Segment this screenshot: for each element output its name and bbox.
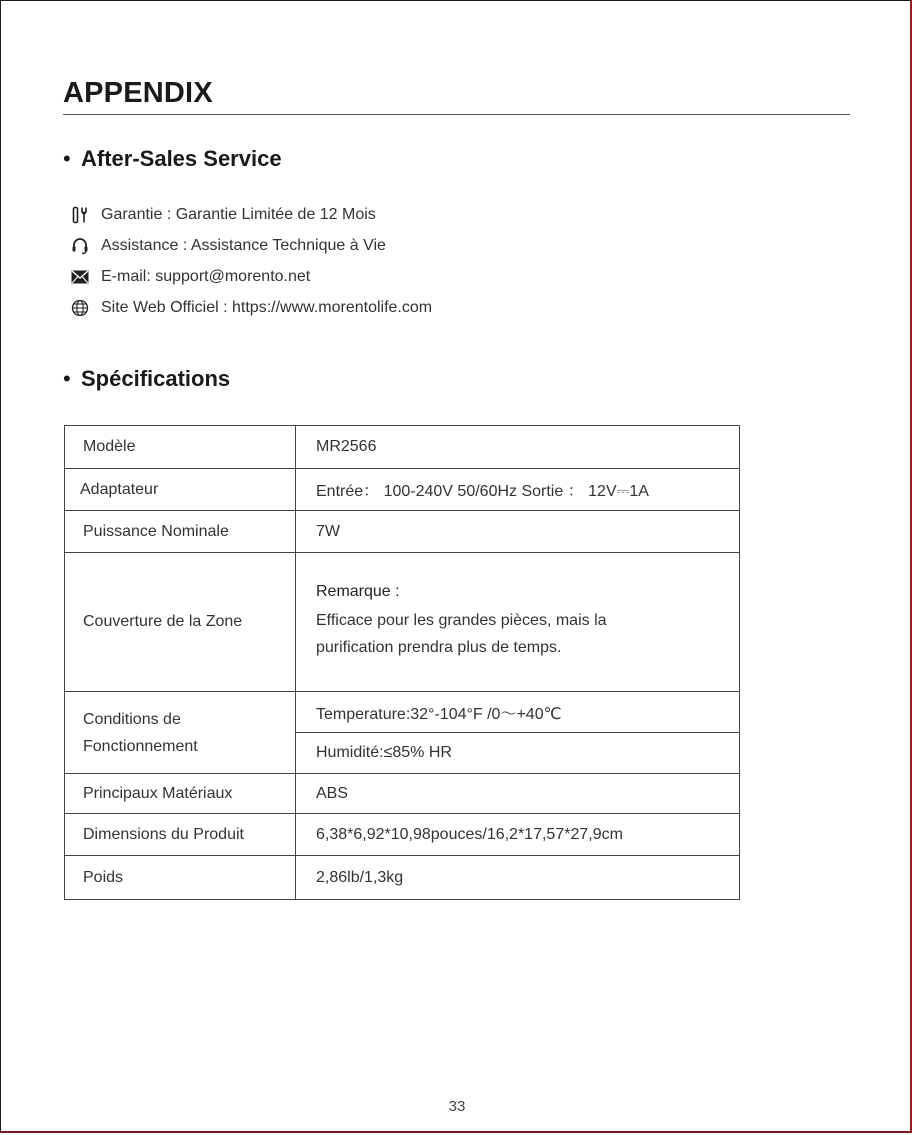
- service-item-website: [69, 292, 432, 323]
- envelope-icon: [69, 267, 91, 287]
- warranty-text: Garantie : Garantie Limitée de 12 Mois: [101, 205, 376, 223]
- specs-heading-text: Spécifications: [81, 366, 231, 391]
- bullet: •: [63, 146, 71, 171]
- materials-value: ABS: [296, 774, 740, 814]
- power-value: 7W: [296, 511, 740, 553]
- note-title: Remarque :: [316, 583, 400, 600]
- conditions-label-line-1: Conditions de: [83, 710, 181, 728]
- email-link[interactable]: E-mail: support@morento.net: [101, 267, 311, 285]
- service-item-email: [69, 261, 432, 292]
- coverage-value: [296, 553, 740, 692]
- website-link[interactable]: Site Web Officiel : https://www.morentolife.com: [101, 298, 433, 316]
- page-number: 33: [448, 1098, 466, 1115]
- spec-table: [64, 425, 740, 900]
- table-row: [65, 692, 740, 733]
- table-row: [65, 469, 740, 511]
- globe-icon: [69, 298, 91, 318]
- support-text: Assistance : Assistance Technique à Vie: [101, 236, 386, 254]
- table-row: [65, 553, 740, 692]
- weight-label: Poids: [65, 856, 296, 900]
- service-item-warranty: [69, 199, 432, 230]
- service-list: [69, 199, 432, 323]
- adapter-value: Entrée： 100-240V 50/60Hz Sortie ： 12V⎓1A: [296, 469, 740, 511]
- model-value: MR2566: [296, 426, 740, 469]
- note-line-1: Efficace pour les grandes pièces, mais la: [316, 612, 607, 629]
- temperature-value: Temperature:32°-104°F /0～+40℃: [296, 692, 740, 733]
- table-row: [65, 426, 740, 469]
- headset-icon: [69, 236, 91, 256]
- table-row: [65, 511, 740, 553]
- title-divider: [63, 114, 850, 115]
- conditions-label: [65, 692, 296, 774]
- humidity-value: Humidité:≤85% HR: [296, 733, 740, 774]
- page-title: APPENDIX: [63, 77, 213, 109]
- tools-icon: [69, 205, 91, 225]
- materials-label: Principaux Matériaux: [65, 774, 296, 814]
- after-sales-heading: [63, 146, 282, 172]
- service-item-support: [69, 230, 432, 261]
- bullet: •: [63, 366, 71, 391]
- power-label: Puissance Nominale: [65, 511, 296, 553]
- table-row: [65, 856, 740, 900]
- note-line-2: purification prendra plus de temps.: [316, 639, 562, 656]
- model-label: Modèle: [65, 426, 296, 469]
- table-row: [65, 814, 740, 856]
- table-row: [65, 774, 740, 814]
- specs-heading: [63, 366, 230, 392]
- dimensions-label: Dimensions du Produit: [65, 814, 296, 856]
- after-sales-heading-text: After-Sales Service: [81, 146, 282, 171]
- weight-value: 2,86lb/1,3kg: [296, 856, 740, 900]
- coverage-label: Couverture de la Zone: [65, 553, 296, 692]
- adapter-label: Adaptateur: [65, 469, 296, 511]
- conditions-label-line-2: Fonctionnement: [83, 737, 198, 755]
- dimensions-value: 6,38*6,92*10,98pouces/16,2*17,57*27,9cm: [296, 814, 740, 856]
